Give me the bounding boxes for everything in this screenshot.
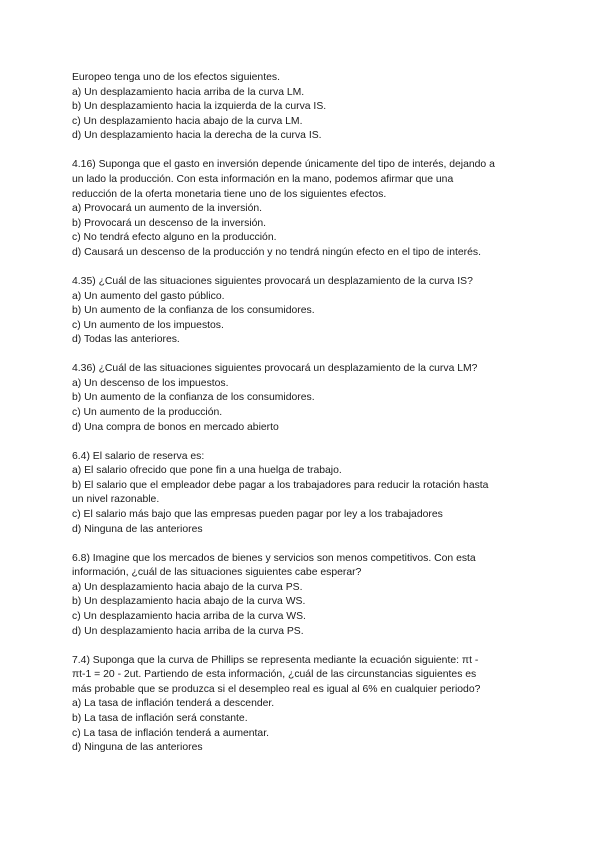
answer-option-a: a) Provocará un aumento de la inversión. [72, 203, 263, 215]
answer-option-b: b) Un desplazamiento hacia abajo de la curva WS. [72, 596, 306, 608]
question-text-line: información, ¿cuál de las situaciones siguientes cabe esperar? [72, 567, 362, 579]
answer-option-c: c) Un aumento de la producción. [72, 407, 223, 419]
answer-option-a: a) Un descenso de los impuestos. [72, 377, 229, 389]
question-text-line: Europeo tenga uno de los efectos siguientes. [72, 72, 280, 83]
question-block-intro [72, 71, 534, 144]
answer-option-c: c) No tendrá efecto alguno en la producción. [72, 232, 277, 244]
answer-option-d: d) Ninguna de las anteriores [72, 742, 203, 754]
answer-option-d: d) Causará un descenso de la producción y no tendrá ningún efecto en el tipo de interés. [72, 246, 481, 258]
question-block-7-4 [72, 654, 534, 756]
question-block-4-36 [72, 362, 534, 435]
answer-option-a: a) Un desplazamiento hacia arriba de la curva LM. [72, 86, 305, 98]
spacer [72, 144, 534, 158]
question-text-line: 4.35) ¿Cuál de las situaciones siguientes provocará un desplazamiento de la curva IS? [72, 275, 473, 287]
question-text-line: 4.36) ¿Cuál de las situaciones siguientes provocará un desplazamiento de la curva LM? [72, 363, 478, 375]
question-text-line: un lado la producción. Con esta información en la mano, podemos afirmar que una [72, 173, 454, 185]
question-block-4-35 [72, 275, 534, 348]
spacer [72, 639, 534, 653]
answer-option-b: b) Un aumento de la confianza de los consumidores. [72, 392, 315, 404]
spacer [72, 435, 534, 449]
answer-option-d: d) Un desplazamiento hacia arriba de la curva PS. [72, 625, 304, 637]
answer-option-b: b) Provocará un descenso de la inversión. [72, 217, 267, 229]
answer-option-d: d) Ninguna de las anteriores [72, 523, 203, 535]
answer-option-b: b) Un aumento de la confianza de los consumidores. [72, 305, 315, 317]
answer-option-c: c) Un aumento de los impuestos. [72, 319, 224, 331]
answer-option-a: a) El salario ofrecido que pone fin a una huelga de trabajo. [72, 465, 342, 477]
answer-option-a: a) La tasa de inflación tenderá a descender. [72, 698, 275, 710]
spacer [72, 348, 534, 362]
answer-option-d: d) Una compra de bonos en mercado abierto [72, 421, 279, 433]
spacer [72, 537, 534, 551]
question-text-line: reducción de la oferta monetaria tiene uno de los siguientes efectos. [72, 188, 387, 200]
question-block-6-8 [72, 552, 534, 640]
answer-option-d: d) Un desplazamiento hacia la derecha de la curva IS. [72, 130, 322, 142]
question-block-4-16 [72, 158, 534, 260]
answer-option-c: c) Un desplazamiento hacia abajo de la curva LM. [72, 115, 303, 127]
question-block-6-4 [72, 450, 534, 538]
answer-option-b: b) El salario que el empleador debe pagar a los trabajadores para reducir la rotación hasta [72, 479, 489, 491]
question-text-line: más probable que se produzca si el desempleo real es igual al 6% en cualquier periodo? [72, 683, 481, 695]
question-text-line: 6.4) El salario de reserva es: [72, 450, 205, 462]
question-text-line: πt-1 = 20 - 2ut. Partiendo de esta información, ¿cuál de las circunstancias siguientes es [72, 669, 477, 681]
question-text-line: 4.16) Suponga que el gasto en inversión depende únicamente del tipo de interés, dejando a [72, 159, 495, 171]
answer-option-b: b) La tasa de inflación será constante. [72, 712, 248, 724]
answer-option-c: c) El salario más bajo que las empresas pueden pagar por ley a los trabajadores [72, 509, 443, 520]
answer-option-c: c) La tasa de inflación tenderá a aumentar. [72, 727, 269, 739]
answer-option-a: a) Un desplazamiento hacia abajo de la curva PS. [72, 581, 303, 593]
answer-option-b-continued: un nivel razonable. [72, 494, 160, 506]
question-text-line: 7.4) Suponga que la curva de Phillips se representa mediante la ecuación siguiente: πt - [72, 654, 479, 666]
answer-option-b: b) Un desplazamiento hacia la izquierda de la curva IS. [72, 101, 327, 113]
answer-option-c: c) Un desplazamiento hacia arriba de la curva WS. [72, 610, 306, 622]
answer-option-d: d) Todas las anteriores. [72, 334, 180, 346]
document-content [72, 71, 534, 756]
spacer [72, 261, 534, 275]
answer-option-a: a) Un aumento del gasto público. [72, 290, 225, 302]
question-text-line: 6.8) Imagine que los mercados de bienes y servicios son menos competitivos. Con esta [72, 552, 476, 564]
